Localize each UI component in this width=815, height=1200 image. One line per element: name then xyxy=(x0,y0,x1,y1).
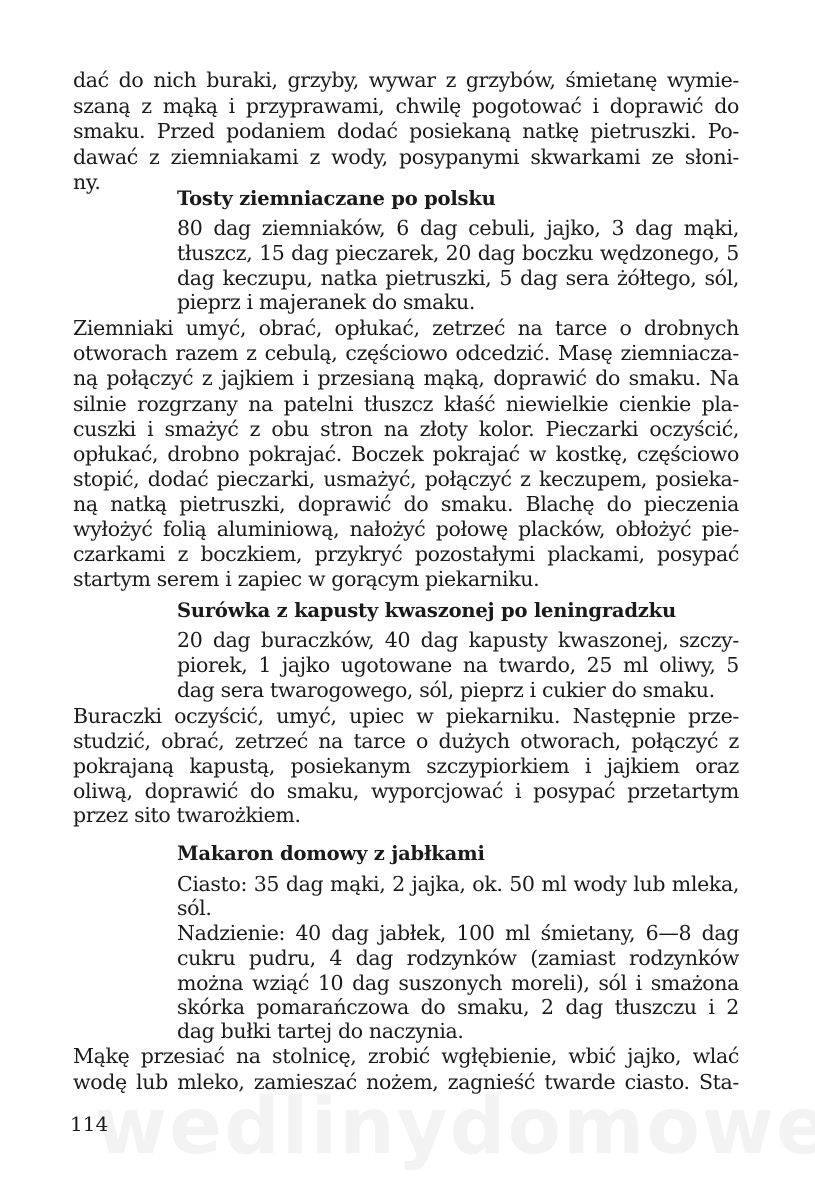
intro-line: dawać z ziemniakami z wody, posypanymi skwarkami ze słoni- xyxy=(73,145,739,169)
ingredients-line: Nadzienie: 40 dag jabłek, 100 ml śmietany, 6—8 dag xyxy=(177,921,739,945)
ingredients-line: cukru pudru, 4 dag rodzynków (zamiast rodzynków xyxy=(177,946,739,970)
method-line: ną połączyć z jajkiem i przesianą mąką, doprawić do smaku. Na xyxy=(73,366,739,390)
method-line: stopić, dodać pieczarki, usmażyć, połączyć z keczupem, posieka- xyxy=(73,467,739,491)
method-line: oliwą, doprawić do smaku, wyporcjować i posypać przetartym xyxy=(73,779,739,803)
ingredients-line: można wziąć 10 dag suszonych moreli), sól i smażona xyxy=(177,971,739,995)
ingredients-line: dag sera twarogowego, sól, pieprz i cukier do smaku. xyxy=(177,678,715,702)
method-line: przez sito twarożkiem. xyxy=(73,803,301,827)
recipe-title: Surówka z kapusty kwaszonej po leningradzku xyxy=(177,599,676,622)
method-line: wodę lub mleko, zamieszać nożem, zagnieść twarde ciasto. Sta- xyxy=(73,1070,739,1094)
method-line: Buraczki oczyścić, umyć, upiec w piekarniku. Następnie prze- xyxy=(73,704,739,728)
method-line: wyłożyć folią aluminiową, nałożyć połowę placków, obłożyć pie- xyxy=(73,517,739,541)
method-line: studzić, obrać, zetrzeć na tarce o dużych otworach, połączyć z xyxy=(73,729,739,753)
intro-line: ny. xyxy=(73,170,101,194)
ingredients-line: tłuszcz, 15 dag pieczarek, 20 dag boczku wędzonego, 5 xyxy=(177,241,739,265)
ingredients-line: 80 dag ziemniaków, 6 dag cebuli, jajko, 3 dag mąki, xyxy=(177,216,739,240)
recipe-title: Tosty ziemniaczane po polsku xyxy=(177,187,496,210)
method-line: Mąkę przesiać na stolnicę, zrobić wgłębienie, wbić jajko, wlać xyxy=(73,1044,739,1068)
intro-line: szaną z mąką i przyprawami, chwilę pogotować i doprawić do xyxy=(73,94,739,118)
ingredients-line: skórka pomarańczowa do smaku, 2 dag tłuszczu i 2 xyxy=(177,995,739,1019)
method-line: startym serem i zapiec w gorącym piekarniku. xyxy=(73,567,540,591)
recipe-title: Makaron domowy z jabłkami xyxy=(177,842,485,865)
ingredients-line: 20 dag buraczków, 40 dag kapusty kwaszonej, szczy- xyxy=(177,628,739,652)
page-number: 114 xyxy=(70,1112,109,1136)
method-line: otworach razem z cebulą, częściowo odcedzić. Masę ziemniacza- xyxy=(73,341,739,365)
ingredients-line: piorek, 1 jajko ugotowane na twardo, 25 ml oliwy, 5 xyxy=(177,653,739,677)
method-line: opłukać, drobno pokrajać. Boczek pokrajać w kostkę, częściowo xyxy=(73,442,739,466)
ingredients-line: Ciasto: 35 dag mąki, 2 jajka, ok. 50 ml wody lub mleka, xyxy=(177,872,739,896)
method-line: Ziemniaki umyć, obrać, opłukać, zetrzeć na tarce o drobnych xyxy=(73,316,739,340)
ingredients-line: sól. xyxy=(177,896,212,920)
ingredients-line: pieprz i majeranek do smaku. xyxy=(177,290,476,314)
intro-line: smaku. Przed podaniem dodać posiekaną natkę pietruszki. Po- xyxy=(73,119,739,143)
method-line: ną natką pietruszki, doprawić do smaku. Blachę do pieczenia xyxy=(73,492,739,516)
method-line: silnie rozgrzany na patelni tłuszcz kłaść niewielkie cienkie pla- xyxy=(73,392,739,416)
watermark xyxy=(95,1082,815,1172)
method-line: cuszki i smażyć z obu stron na złoty kolor. Pieczarki oczyścić, xyxy=(73,417,739,441)
method-line: czarkami z boczkiem, przykryć pozostałymi plackami, posypać xyxy=(73,542,739,566)
ingredients-line: dag keczupu, natka pietruszki, 5 dag sera żółtego, sól, xyxy=(177,266,739,290)
ingredients-line: dag bułki tartej do naczynia. xyxy=(177,1019,464,1043)
intro-line: dać do nich buraki, grzyby, wywar z grzybów, śmietanę wymie- xyxy=(73,68,739,92)
method-line: pokrajaną kapustą, posiekanym szczypiorkiem i jajkiem oraz xyxy=(73,754,739,778)
